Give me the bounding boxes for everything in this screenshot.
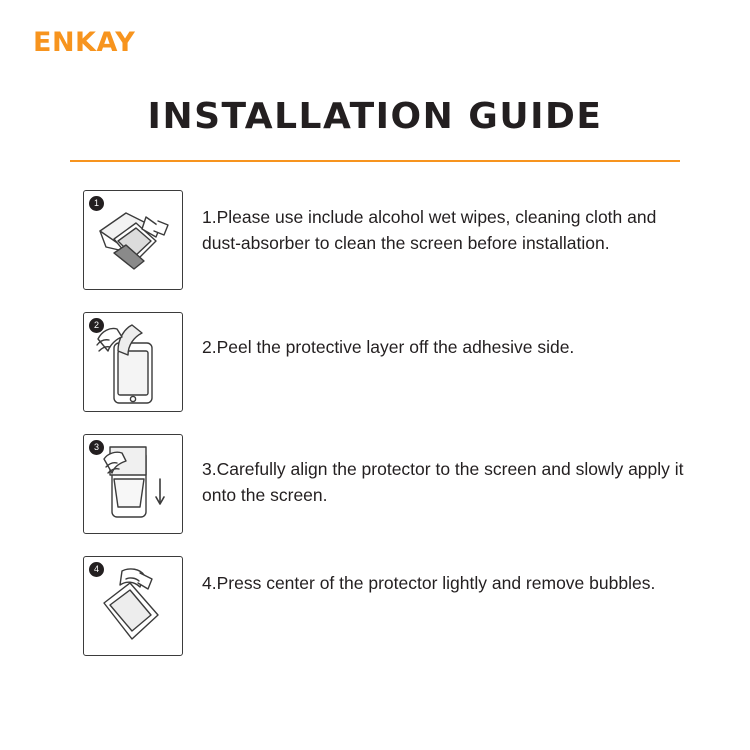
step-4-illustration bbox=[83, 556, 183, 656]
step-3-body: Carefully align the protector to the screen and slowly apply it onto the screen. bbox=[202, 459, 684, 505]
step-badge: 2 bbox=[89, 318, 104, 333]
step-badge: 4 bbox=[89, 562, 104, 577]
title-divider bbox=[70, 160, 680, 162]
step-1-text bbox=[202, 190, 680, 256]
list-item bbox=[0, 434, 750, 534]
step-4-body: Press center of the protector lightly and remove bubbles. bbox=[216, 573, 656, 593]
step-1-number: 1. bbox=[202, 207, 217, 227]
list-item bbox=[0, 312, 750, 412]
step-4-number: 4. bbox=[202, 573, 217, 593]
step-1-illustration bbox=[83, 190, 183, 290]
step-2-number: 2. bbox=[202, 337, 217, 357]
step-3-number: 3. bbox=[202, 459, 217, 479]
step-4-text bbox=[202, 556, 655, 596]
step-2-body: Peel the protective layer off the adhesive side. bbox=[216, 337, 575, 357]
step-3-illustration bbox=[83, 434, 183, 534]
step-2-illustration bbox=[83, 312, 183, 412]
page-title: INSTALLATION GUIDE bbox=[147, 96, 603, 137]
step-2-text bbox=[202, 312, 574, 360]
step-badge: 1 bbox=[89, 196, 104, 211]
steps-list bbox=[0, 190, 750, 678]
list-item bbox=[0, 190, 750, 290]
list-item bbox=[0, 556, 750, 656]
step-1-body: Please use include alcohol wet wipes, cleaning cloth and dust-absorber to clean the screen before installation. bbox=[202, 207, 657, 253]
brand-logo: ENKAY bbox=[33, 27, 136, 58]
step-3-text bbox=[202, 434, 702, 508]
step-badge: 3 bbox=[89, 440, 104, 455]
